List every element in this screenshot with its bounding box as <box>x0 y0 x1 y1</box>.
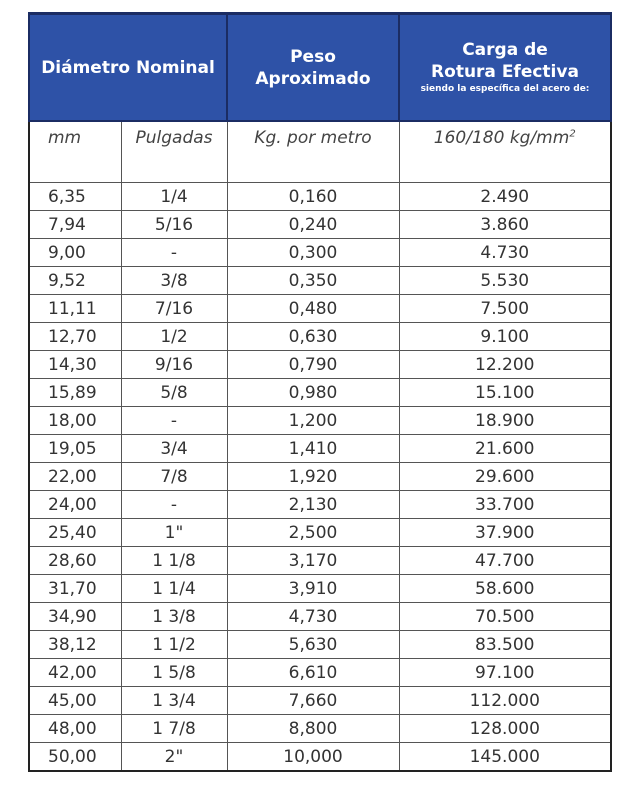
table-row <box>29 379 611 407</box>
table-row <box>29 351 611 379</box>
cell-pulgadas: 1 5/8 <box>121 659 227 687</box>
cell-kg-por-metro: 1,410 <box>227 435 399 463</box>
cell-mm: 48,00 <box>29 715 121 743</box>
cell-pulgadas: 1/4 <box>121 183 227 211</box>
table-row <box>29 603 611 631</box>
table-row <box>29 743 611 772</box>
cell-carga-rotura: 29.600 <box>399 463 611 491</box>
cell-carga-rotura: 37.900 <box>399 519 611 547</box>
cell-carga-rotura: 12.200 <box>399 351 611 379</box>
cell-mm: 14,30 <box>29 351 121 379</box>
cell-carga-rotura: 145.000 <box>399 743 611 772</box>
cell-carga-rotura: 18.900 <box>399 407 611 435</box>
cell-mm: 12,70 <box>29 323 121 351</box>
table-row <box>29 295 611 323</box>
cell-mm: 50,00 <box>29 743 121 772</box>
cell-pulgadas: 3/4 <box>121 435 227 463</box>
cell-pulgadas: 5/16 <box>121 211 227 239</box>
cell-carga-rotura: 15.100 <box>399 379 611 407</box>
cell-pulgadas: 1 1/4 <box>121 575 227 603</box>
table-row <box>29 267 611 295</box>
cell-kg-por-metro: 1,200 <box>227 407 399 435</box>
cell-mm: 6,35 <box>29 183 121 211</box>
cell-carga-rotura: 58.600 <box>399 575 611 603</box>
cell-mm: 31,70 <box>29 575 121 603</box>
cell-mm: 9,52 <box>29 267 121 295</box>
cell-kg-por-metro: 0,480 <box>227 295 399 323</box>
cell-kg-por-metro: 2,500 <box>227 519 399 547</box>
cell-mm: 38,12 <box>29 631 121 659</box>
table-row <box>29 323 611 351</box>
cell-kg-por-metro: 0,790 <box>227 351 399 379</box>
cell-kg-por-metro: 0,300 <box>227 239 399 267</box>
unit-carga-sup: 2 <box>569 128 576 140</box>
cell-kg-por-metro: 7,660 <box>227 687 399 715</box>
unit-pulgadas: Pulgadas <box>121 121 227 183</box>
cell-mm: 28,60 <box>29 547 121 575</box>
cell-mm: 25,40 <box>29 519 121 547</box>
cell-pulgadas: 1 1/8 <box>121 547 227 575</box>
cell-pulgadas: 7/16 <box>121 295 227 323</box>
cell-kg-por-metro: 0,160 <box>227 183 399 211</box>
table-row <box>29 407 611 435</box>
cell-kg-por-metro: 2,130 <box>227 491 399 519</box>
cell-pulgadas: 1 3/8 <box>121 603 227 631</box>
cell-mm: 45,00 <box>29 687 121 715</box>
cell-kg-por-metro: 1,920 <box>227 463 399 491</box>
cell-carga-rotura: 47.700 <box>399 547 611 575</box>
table-row <box>29 659 611 687</box>
cell-carga-rotura: 97.100 <box>399 659 611 687</box>
cell-kg-por-metro: 8,800 <box>227 715 399 743</box>
cell-mm: 24,00 <box>29 491 121 519</box>
cell-pulgadas: 1/2 <box>121 323 227 351</box>
cell-pulgadas: 5/8 <box>121 379 227 407</box>
table-row <box>29 519 611 547</box>
unit-carga <box>399 121 611 183</box>
cell-kg-por-metro: 0,980 <box>227 379 399 407</box>
table-row <box>29 211 611 239</box>
cell-mm: 18,00 <box>29 407 121 435</box>
cell-kg-por-metro: 0,630 <box>227 323 399 351</box>
header-carga-rotura <box>399 14 611 122</box>
header-carga-subtitle: siendo la específica del acero de: <box>420 84 590 94</box>
cell-carga-rotura: 33.700 <box>399 491 611 519</box>
table-row <box>29 547 611 575</box>
header-peso-line2: Aproximado <box>255 68 371 89</box>
cell-kg-por-metro: 0,240 <box>227 211 399 239</box>
cable-specs-table <box>28 12 612 772</box>
table-body <box>29 183 611 772</box>
cell-carga-rotura: 2.490 <box>399 183 611 211</box>
table-row <box>29 183 611 211</box>
cell-carga-rotura: 83.500 <box>399 631 611 659</box>
cell-carga-rotura: 112.000 <box>399 687 611 715</box>
cell-mm: 9,00 <box>29 239 121 267</box>
cell-mm: 42,00 <box>29 659 121 687</box>
cell-kg-por-metro: 0,350 <box>227 267 399 295</box>
cell-pulgadas: 1 1/2 <box>121 631 227 659</box>
cell-carga-rotura: 5.530 <box>399 267 611 295</box>
cell-kg-por-metro: 10,000 <box>227 743 399 772</box>
unit-mm: mm <box>29 121 121 183</box>
cell-mm: 11,11 <box>29 295 121 323</box>
cell-carga-rotura: 4.730 <box>399 239 611 267</box>
table-row <box>29 715 611 743</box>
header-diametro-label: Diámetro Nominal <box>41 57 215 78</box>
cell-kg-por-metro: 6,610 <box>227 659 399 687</box>
table-row <box>29 631 611 659</box>
cell-carga-rotura: 128.000 <box>399 715 611 743</box>
table-row <box>29 239 611 267</box>
unit-carga-text: 160/180 kg/mm <box>433 128 570 148</box>
table-row <box>29 575 611 603</box>
header-peso-aproximado <box>227 14 399 122</box>
cell-mm: 34,90 <box>29 603 121 631</box>
header-peso-line1: Peso <box>290 46 336 67</box>
header-carga-line2: Rotura Efectiva <box>431 62 579 82</box>
cell-pulgadas: 1 7/8 <box>121 715 227 743</box>
table-row <box>29 491 611 519</box>
cell-pulgadas: 9/16 <box>121 351 227 379</box>
cell-pulgadas: - <box>121 407 227 435</box>
units-row <box>29 121 611 183</box>
table-row <box>29 435 611 463</box>
cell-mm: 22,00 <box>29 463 121 491</box>
header-carga-line1: Carga de <box>462 40 548 60</box>
cable-specs-table-container <box>28 12 610 768</box>
cell-pulgadas: 7/8 <box>121 463 227 491</box>
cell-carga-rotura: 21.600 <box>399 435 611 463</box>
table-row <box>29 463 611 491</box>
cell-pulgadas: 1" <box>121 519 227 547</box>
cell-kg-por-metro: 5,630 <box>227 631 399 659</box>
table-row <box>29 687 611 715</box>
unit-kg-por-metro: Kg. por metro <box>227 121 399 183</box>
cell-pulgadas: 3/8 <box>121 267 227 295</box>
cell-kg-por-metro: 3,910 <box>227 575 399 603</box>
cell-pulgadas: 1 3/4 <box>121 687 227 715</box>
cell-kg-por-metro: 3,170 <box>227 547 399 575</box>
cell-mm: 15,89 <box>29 379 121 407</box>
cell-kg-por-metro: 4,730 <box>227 603 399 631</box>
cell-carga-rotura: 3.860 <box>399 211 611 239</box>
cell-carga-rotura: 70.500 <box>399 603 611 631</box>
cell-carga-rotura: 7.500 <box>399 295 611 323</box>
cell-carga-rotura: 9.100 <box>399 323 611 351</box>
header-row <box>29 14 611 122</box>
cell-pulgadas: - <box>121 239 227 267</box>
cell-pulgadas: - <box>121 491 227 519</box>
header-diametro-nominal <box>29 14 227 122</box>
cell-pulgadas: 2" <box>121 743 227 772</box>
cell-mm: 7,94 <box>29 211 121 239</box>
cell-mm: 19,05 <box>29 435 121 463</box>
